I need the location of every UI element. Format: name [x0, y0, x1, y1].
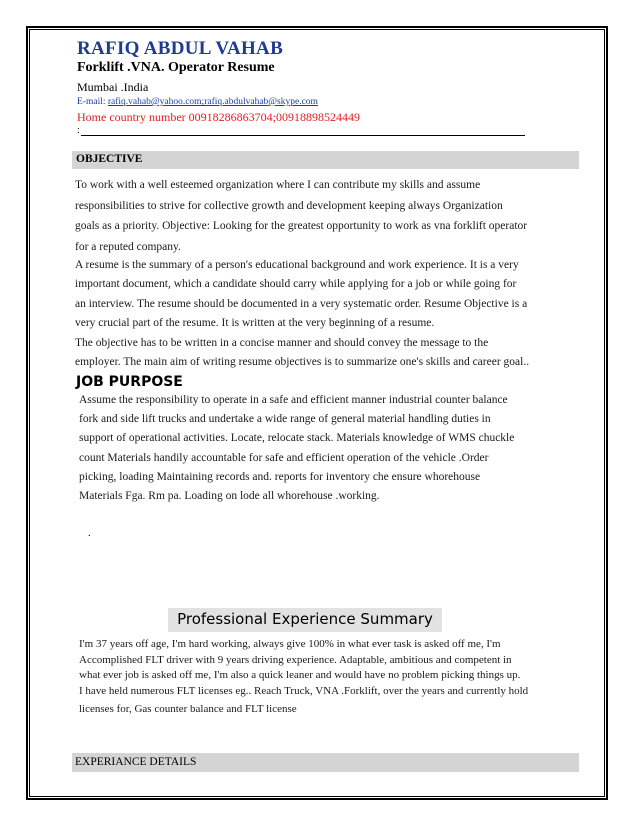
- job-purpose-line: Assume the responsibility to operate in a safe and efficient manner industrial counter balance: [79, 394, 508, 406]
- job-purpose-line: Materials Fga. Rm pa. Loading on lode all whorehouse .working.: [79, 490, 380, 503]
- objective-paragraph-2: [75, 256, 585, 372]
- objective-line: for a reputed company.: [75, 240, 181, 253]
- experience-summary-paragraph: [79, 637, 584, 718]
- location: Mumbai .India: [77, 80, 149, 94]
- objective-line: employer. The main aim of writing resume objectives is to summarize one's skills and career goal..: [75, 356, 530, 369]
- job-purpose-line: fork and side lift trucks and undertake a wide range of general material handling duties in: [79, 413, 491, 426]
- email-label: E-mail:: [77, 97, 106, 107]
- header-divider: [81, 135, 525, 136]
- objective-line: goals as a priority. Objective: Looking for the greatest opportunity to work as vna forklift operator: [75, 220, 528, 233]
- summary-line: Accomplished FLT driver with 9 years driving experience. Adaptable, ambitious and competent in: [79, 653, 512, 666]
- job-purpose-line: picking, loading Maintaining records and. reports for inventory che ensure whorehouse: [79, 470, 481, 483]
- job-purpose-line: count Materials handily accountable for safe and efficient operation of the vehicle .Order: [79, 451, 489, 464]
- stray-mark: .: [88, 527, 91, 539]
- email-row: [77, 97, 318, 107]
- experience-details-section-bar: [72, 753, 579, 772]
- rule-mark: :: [77, 125, 80, 136]
- objective-section-bar: [72, 151, 579, 169]
- objective-line: important document, which a candidate should carry while applying for a job or while going for: [75, 278, 517, 291]
- objective-line: responsibilities to strive for collective growth and development keeping always Organization: [75, 199, 503, 212]
- objective-line: very crucial part of the resume. It is written at the very beginning of a resume.: [75, 317, 435, 330]
- experience-details-heading: EXPERIANCE DETAILS: [75, 756, 197, 768]
- summary-line: licenses for, Gas counter balance and FLT license: [79, 703, 297, 716]
- objective-line: an interview. The resume should be documented in a very systematic order. Resume Objective is a: [75, 297, 528, 310]
- job-purpose-paragraph: [79, 391, 584, 506]
- objective-heading: OBJECTIVE: [76, 153, 143, 165]
- summary-line: I have held numerous FLT licenses eg.. Reach Truck, VNA .Forklift, over the years and currently hold: [79, 684, 529, 697]
- phone-number: Home country number 00918286863704;00918898524449: [77, 110, 360, 124]
- email-link[interactable]: rafiq.vahab@yahoo.com;rafiq.abdulvahab@skype.com: [107, 97, 318, 107]
- objective-line: The objective has to be written in a concise manner and should convey the message to the: [75, 336, 489, 349]
- objective-line: A resume is the summary of a person's educational background and work experience. It is a very: [75, 259, 519, 271]
- summary-line: I'm 37 years off age, I'm hard working, always give 100% in what ever task is asked off me, I'm: [79, 638, 501, 650]
- summary-line: what ever job is asked off me, I'm also a quick leaner and would have no problem picking things up.: [79, 669, 521, 682]
- job-purpose-line: support of operational activities. Locate, relocate stack. Materials knowledge of WMS chuckle: [79, 432, 515, 445]
- objective-line: To work with a well esteemed organization where I can contribute my skills and assume: [75, 179, 481, 191]
- resume-subtitle: Forklift .VNA. Operator Resume: [77, 60, 275, 75]
- experience-summary-heading: Professional Experience Summary: [177, 610, 433, 628]
- objective-paragraph-1: [75, 175, 585, 257]
- job-purpose-heading: JOB PURPOSE: [76, 374, 183, 390]
- candidate-name: RAFIQ ABDUL VAHAB: [77, 38, 284, 59]
